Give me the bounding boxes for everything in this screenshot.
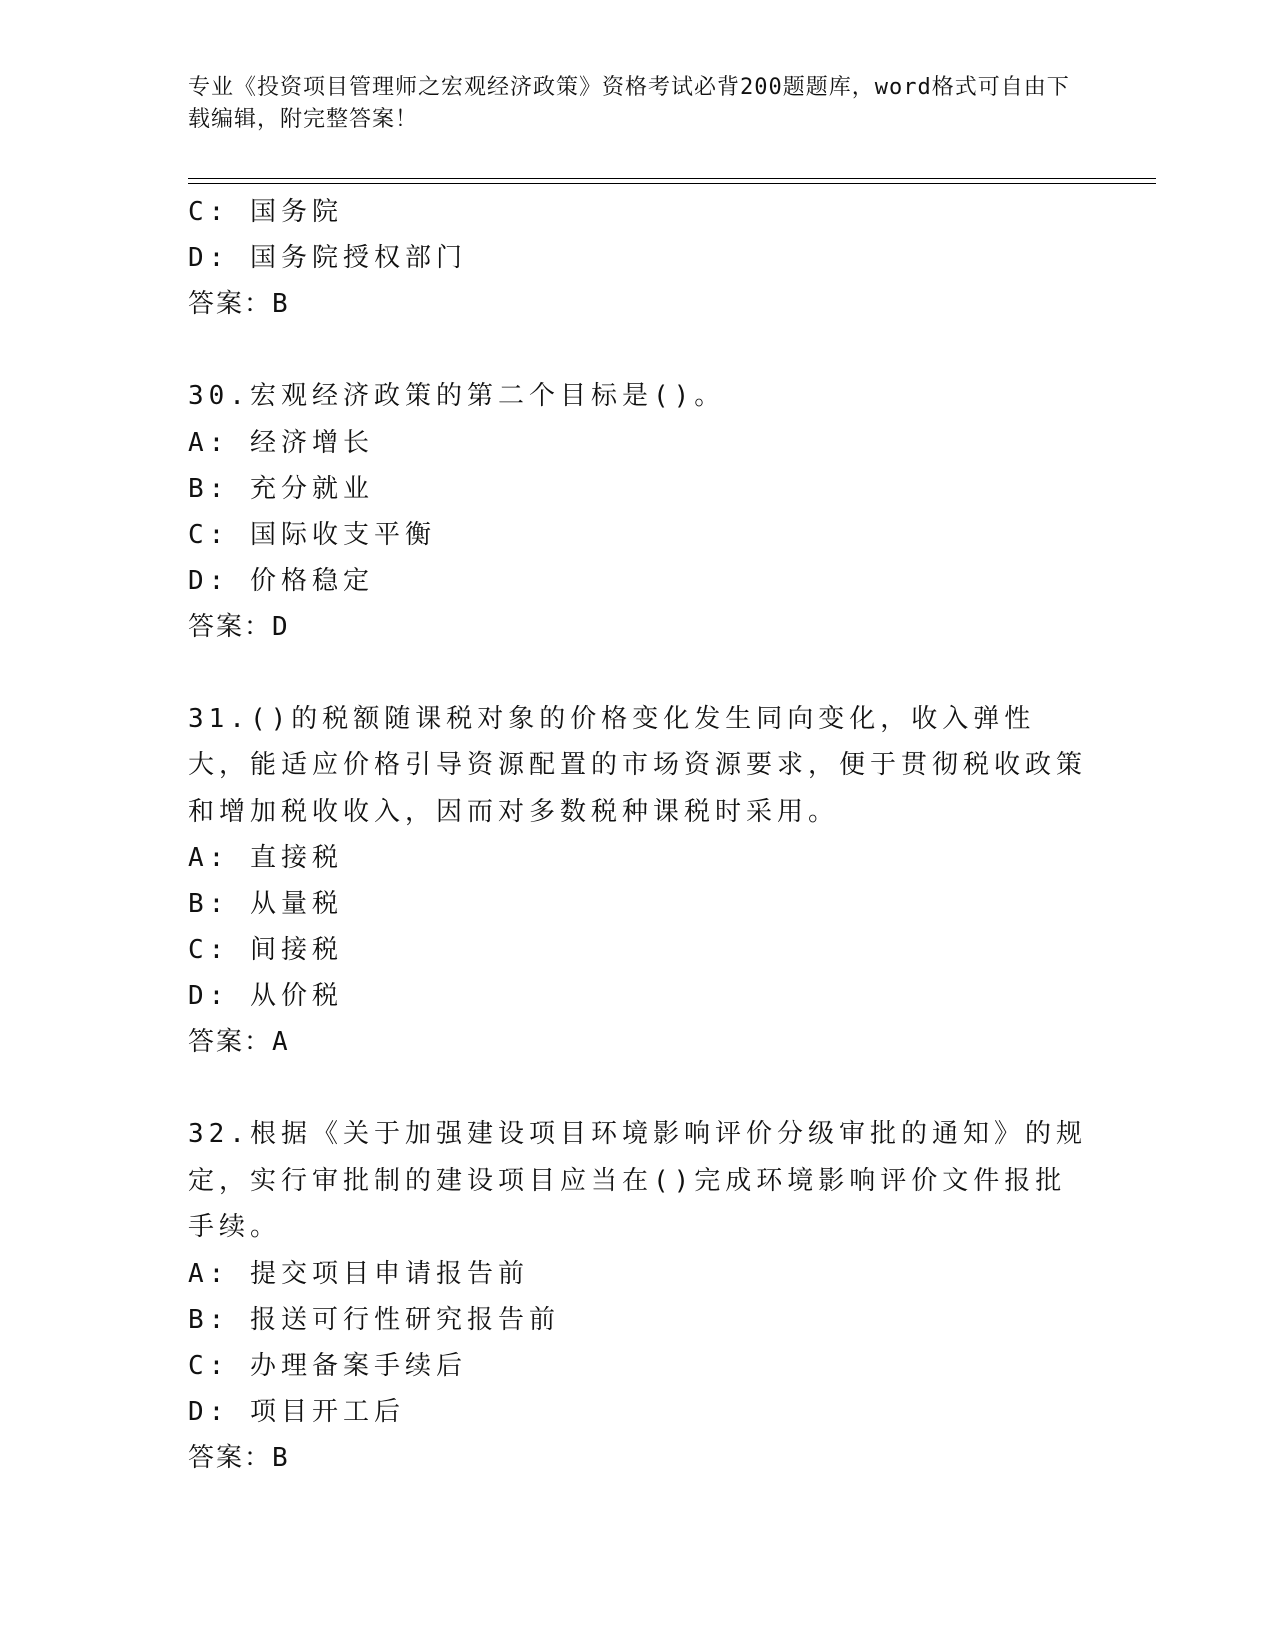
option-a: A: 直接税 bbox=[188, 843, 343, 873]
option-a: A: 经济增长 bbox=[188, 427, 374, 458]
question-text: 31.()的税额随课税对象的价格变化发生同向变化，收入弹性大，能适应价格引导资源配置的市场资源要求，便于贯彻税收政策和增加税收收入，因而对多数税种课税时采用。 bbox=[188, 703, 1088, 827]
option-c: C: 办理备案手续后 bbox=[188, 1350, 467, 1381]
spacer bbox=[188, 327, 1088, 373]
header-title: 专业《投资项目管理师之宏观经济政策》资格考试必背200题题库，word格式可自由下载编辑，附完整答案！ bbox=[188, 75, 1070, 132]
header-divider-top bbox=[188, 178, 1156, 179]
option-a: A: 提交项目申请报告前 bbox=[188, 1258, 529, 1289]
question-text: 30.宏观经济政策的第二个目标是()。 bbox=[188, 381, 726, 411]
spacer bbox=[188, 650, 1088, 696]
option-b: B: 充分就业 bbox=[188, 473, 374, 504]
answer-line: 答案：B bbox=[188, 289, 290, 319]
option-d: D: 项目开工后 bbox=[188, 1396, 405, 1427]
option-b: B: 报送可行性研究报告前 bbox=[188, 1304, 560, 1335]
option-c: C: 间接税 bbox=[188, 935, 343, 965]
option-d: D: 价格稳定 bbox=[188, 565, 374, 596]
question-31 bbox=[188, 696, 1088, 1066]
option-c: C: 国际收支平衡 bbox=[188, 519, 436, 550]
document-header bbox=[188, 72, 1078, 136]
document-body bbox=[188, 189, 1088, 1481]
option-d: D: 国务院授权部门 bbox=[188, 243, 467, 273]
question-32 bbox=[188, 1111, 1088, 1481]
option-b: B: 从量税 bbox=[188, 889, 343, 919]
header-divider-bottom bbox=[188, 183, 1156, 184]
option-c: C: 国务院 bbox=[188, 197, 343, 227]
answer-line: 答案：B bbox=[188, 1442, 290, 1473]
spacer bbox=[188, 1065, 1088, 1111]
question-text: 32.根据《关于加强建设项目环境影响评价分级审批的通知》的规定，实行审批制的建设项目应当在()完成环境影响评价文件报批手续。 bbox=[188, 1119, 1087, 1242]
option-d: D: 从价税 bbox=[188, 981, 343, 1011]
answer-line: 答案：A bbox=[188, 1027, 290, 1057]
answer-line: 答案：D bbox=[188, 611, 290, 642]
question-30 bbox=[188, 373, 1088, 650]
question-continuation bbox=[188, 189, 1088, 327]
